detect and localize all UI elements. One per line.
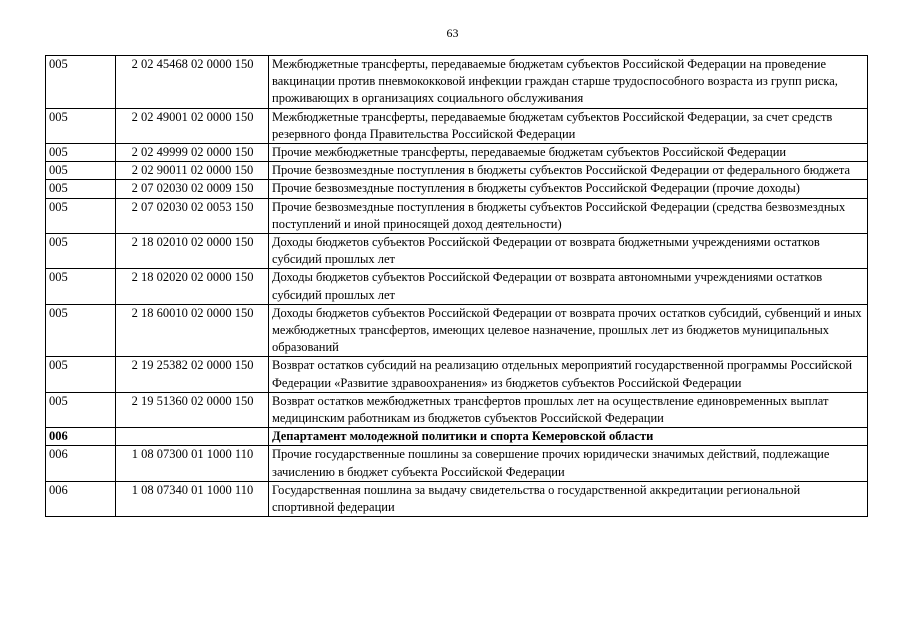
- admin-code-cell: 005: [46, 198, 116, 233]
- table-row: [46, 392, 868, 427]
- revenue-name-cell: Доходы бюджетов субъектов Российской Федерации от возврата автономными учреждениями остатков субсидий прошлых лет: [269, 269, 868, 304]
- table-body: [46, 56, 868, 517]
- admin-code-cell: 005: [46, 234, 116, 269]
- revenue-code-cell: 2 02 45468 02 0000 150: [116, 56, 269, 109]
- revenue-name-cell: Прочие безвозмездные поступления в бюджеты субъектов Российской Федерации от федерального бюджета: [269, 162, 868, 180]
- table-row: [46, 446, 868, 481]
- revenue-code-cell: 2 19 25382 02 0000 150: [116, 357, 269, 392]
- table-row: [46, 180, 868, 198]
- revenue-code-cell: 2 18 60010 02 0000 150: [116, 304, 269, 357]
- admin-code-cell: 005: [46, 392, 116, 427]
- admin-code-cell: 005: [46, 304, 116, 357]
- revenue-code-cell: 2 02 90011 02 0000 150: [116, 162, 269, 180]
- revenue-code-cell: 2 18 02010 02 0000 150: [116, 234, 269, 269]
- revenue-name-cell: Доходы бюджетов субъектов Российской Федерации от возврата прочих остатков субсидий, субвенций и иных межбюджетных трансфертов, имеющих целевое назначение, прошлых лет из бюджетов муниципальных образований: [269, 304, 868, 357]
- table-row: [46, 144, 868, 162]
- revenue-code-cell: 2 19 51360 02 0000 150: [116, 392, 269, 427]
- admin-code-cell: 006: [46, 428, 116, 446]
- admin-code-cell: 006: [46, 481, 116, 516]
- revenue-name-cell: Возврат остатков субсидий на реализацию отдельных мероприятий государственной программы Российской Федерации «Развитие здравоохранения» из бюджетов субъектов Российской Федерации: [269, 357, 868, 392]
- table-row: [46, 357, 868, 392]
- admin-code-cell: 005: [46, 108, 116, 143]
- revenue-name-cell: Прочие государственные пошлины за совершение прочих юридически значимых действий, подлежащие зачислению в бюджет субъекта Российской Федерации: [269, 446, 868, 481]
- revenue-name-cell: Возврат остатков межбюджетных трансфертов прошлых лет на осуществление единовременных выплат медицинским работникам из бюджетов субъектов Российской Федерации: [269, 392, 868, 427]
- revenue-name-cell: Прочие межбюджетные трансферты, передаваемые бюджетам субъектов Российской Федерации: [269, 144, 868, 162]
- table-row: [46, 481, 868, 516]
- table-row: [46, 234, 868, 269]
- table-row: [46, 108, 868, 143]
- revenue-code-cell: 2 18 02020 02 0000 150: [116, 269, 269, 304]
- table-row: [46, 304, 868, 357]
- admin-code-cell: 005: [46, 269, 116, 304]
- budget-classification-table: [45, 55, 868, 517]
- table-row: [46, 428, 868, 446]
- revenue-code-cell: 1 08 07340 01 1000 110: [116, 481, 269, 516]
- table-row: [46, 56, 868, 109]
- revenue-name-cell: Государственная пошлина за выдачу свидетельства о государственной аккредитации региональной спортивной федерации: [269, 481, 868, 516]
- revenue-name-cell: Прочие безвозмездные поступления в бюджеты субъектов Российской Федерации (прочие доходы): [269, 180, 868, 198]
- table-row: [46, 269, 868, 304]
- admin-code-cell: 006: [46, 446, 116, 481]
- revenue-name-cell: Межбюджетные трансферты, передаваемые бюджетам субъектов Российской Федерации, за счет средств резервного фонда Правительства Российской Федерации: [269, 108, 868, 143]
- admin-code-cell: 005: [46, 162, 116, 180]
- page-number: 63: [446, 26, 459, 40]
- revenue-code-cell: 2 07 02030 02 0053 150: [116, 198, 269, 233]
- table-row: [46, 162, 868, 180]
- admin-code-cell: 005: [46, 180, 116, 198]
- revenue-code-cell: 2 02 49001 02 0000 150: [116, 108, 269, 143]
- admin-code-cell: 005: [46, 144, 116, 162]
- revenue-name-cell: Доходы бюджетов субъектов Российской Федерации от возврата бюджетными учреждениями остатков субсидий прошлых лет: [269, 234, 868, 269]
- table-row: [46, 198, 868, 233]
- admin-code-cell: 005: [46, 56, 116, 109]
- revenue-code-cell: [116, 428, 269, 446]
- revenue-name-cell: Межбюджетные трансферты, передаваемые бюджетам субъектов Российской Федерации на проведение вакцинации против пневмококковой инфекции граждан старше трудоспособного возраста из групп риска, проживающих в организациях социального обслуживания: [269, 56, 868, 109]
- revenue-code-cell: 1 08 07300 01 1000 110: [116, 446, 269, 481]
- admin-code-cell: 005: [46, 357, 116, 392]
- revenue-name-cell: Департамент молодежной политики и спорта Кемеровской области: [269, 428, 868, 446]
- revenue-code-cell: 2 07 02030 02 0009 150: [116, 180, 269, 198]
- revenue-name-cell: Прочие безвозмездные поступления в бюджеты субъектов Российской Федерации (средства безвозмездных поступлений и иной приносящей доход деятельности): [269, 198, 868, 233]
- revenue-code-cell: 2 02 49999 02 0000 150: [116, 144, 269, 162]
